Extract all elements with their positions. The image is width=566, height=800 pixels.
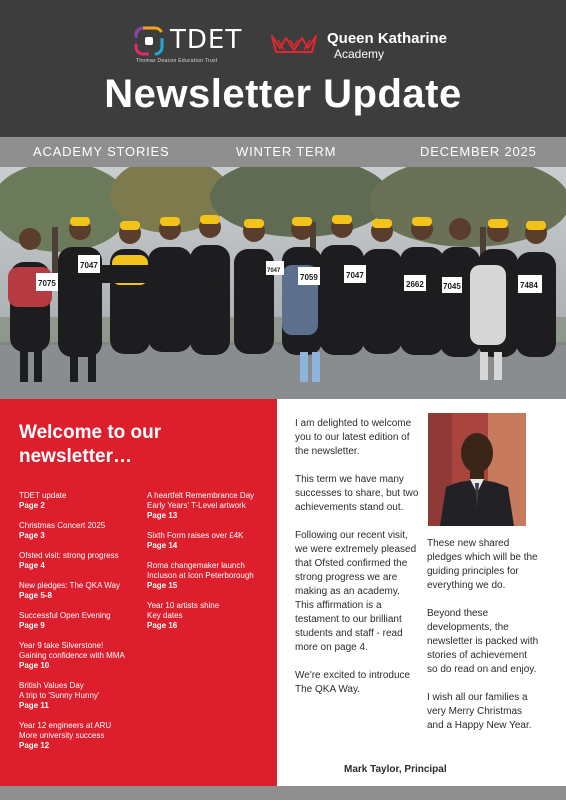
masthead <box>0 0 566 137</box>
letter-paragraph: Following our recent visit, we were extremely pleased that Ofsted confirmed the strong progress we are making as an academy. This affirmation is a testament to our brilliant students and staff - read more on page 4. <box>295 530 417 653</box>
newsletter-title: Newsletter Update <box>104 72 462 116</box>
bib-number: 7075 <box>38 279 56 288</box>
contents-item-title: Gaining confidence with MMA <box>19 651 125 660</box>
letter-paragraph: These new shared pledges which will be the guiding principles for everything we do. <box>427 538 538 591</box>
contents-item-page: Page 5-8 <box>19 591 52 600</box>
contents-item <box>19 581 120 601</box>
tdet-logo-mark-icon <box>134 26 164 56</box>
contents-item-title: Year 10 artists shine <box>147 601 220 610</box>
bib-number: 7047 <box>346 271 364 280</box>
contents-item-title: Christmas Concert 2025 <box>19 521 106 530</box>
letter-paragraph: I wish all our families a very Merry Christmas and a Happy New Year. <box>427 692 532 731</box>
contents-panel <box>0 399 277 786</box>
principal-signature: Mark Taylor, Principal <box>344 764 447 775</box>
letter-paragraph: This term we have many successes to share, but two achievements stand out. <box>295 474 419 513</box>
contents-item <box>147 561 254 591</box>
contents-item-title: Roma changemaker launch <box>147 561 245 570</box>
contents-item-page: Page 16 <box>147 621 178 630</box>
welcome-heading: Welcome to our newsletter… <box>19 422 162 467</box>
bib-number: 2662 <box>406 280 424 289</box>
footer-bar <box>0 786 566 800</box>
contents-item <box>147 491 254 521</box>
principal-portrait-illustration <box>428 413 526 526</box>
group-photo <box>0 167 566 399</box>
contents-item <box>19 721 111 751</box>
letter-paragraph: I am delighted to welcome you to our latest edition of the newsletter. <box>295 418 412 457</box>
contents-item-title: A heartfelt Remembrance Day <box>147 491 255 500</box>
contents-item-title: Year 12 engineers at ARU <box>19 721 112 730</box>
contents-item-page: Page 4 <box>19 561 45 570</box>
strip-label-right: DECEMBER 2025 <box>420 144 537 159</box>
contents-item-title: Year 9 take Silverstone! <box>19 641 104 650</box>
contents-item-title: Early Years' T-Level artwork <box>147 501 246 510</box>
contents-item-page: Page 11 <box>19 701 49 710</box>
contents-item-title: TDET update <box>19 491 67 500</box>
contents-item <box>19 551 119 571</box>
tdet-subtitle: Thomas Deacon Education Trust <box>136 58 218 64</box>
contents-item <box>19 611 111 631</box>
contents-item <box>147 601 219 631</box>
letter-paragraph: We're excited to introduce The QKA Way. <box>295 670 411 695</box>
contents-item-page: Page 2 <box>19 501 45 510</box>
contents-item-page: Page 3 <box>19 531 45 540</box>
contents-item <box>19 681 99 711</box>
strip-label-left: ACADEMY STORIES <box>33 144 170 159</box>
contents-item-title: Successful Open Evening <box>19 611 111 620</box>
strip-label-center: WINTER TERM <box>236 144 337 159</box>
contents-item-title: Key dates <box>147 611 183 620</box>
principal-letter-column-2 <box>427 537 539 747</box>
contents-item <box>147 531 243 551</box>
tdet-wordmark: TDET <box>170 25 243 55</box>
contents-item-title: Incluson at Icon Peterborough <box>147 571 254 580</box>
contents-item-title: Sixth Form raises over £4K <box>147 531 244 540</box>
contents-item-page: Page 15 <box>147 581 178 590</box>
principal-letter-column-1 <box>295 417 420 711</box>
contents-item-page: Page 14 <box>147 541 178 550</box>
qka-logo <box>270 28 450 64</box>
contents-item-page: Page 13 <box>147 511 178 520</box>
crown-icon <box>270 32 318 54</box>
contents-item-title: Ofsted visit: strong progress <box>19 551 119 560</box>
contents-item <box>19 491 66 511</box>
contents-item-title: New pledges: The QKA Way <box>19 581 120 590</box>
tdet-logo <box>134 25 243 66</box>
bib-number: 7045 <box>443 282 461 291</box>
contents-item-page: Page 10 <box>19 661 50 670</box>
contents-item <box>19 641 125 671</box>
letter-paragraph: Beyond these developments, the newsletter is packed with stories of achievement so do read on and enjoy. <box>427 608 539 675</box>
school-type: Academy <box>334 47 385 61</box>
principal-portrait <box>428 413 526 526</box>
contents-item-title: British Values Day <box>19 681 84 690</box>
bib-number: 7059 <box>300 273 318 282</box>
group-photo-illustration <box>0 167 566 399</box>
section-strip <box>0 137 566 167</box>
contents-item <box>19 521 105 541</box>
contents-item-title: A trip to 'Sunny Hunny' <box>19 691 100 700</box>
bib-number: 7047 <box>267 268 281 274</box>
contents-item-page: Page 9 <box>19 621 45 630</box>
contents-item-title: More university success <box>19 731 105 740</box>
bib-number: 7047 <box>80 261 98 270</box>
bib-number: 7484 <box>520 281 538 290</box>
contents-item-page: Page 12 <box>19 741 50 750</box>
school-name: Queen Katharine <box>327 30 448 47</box>
